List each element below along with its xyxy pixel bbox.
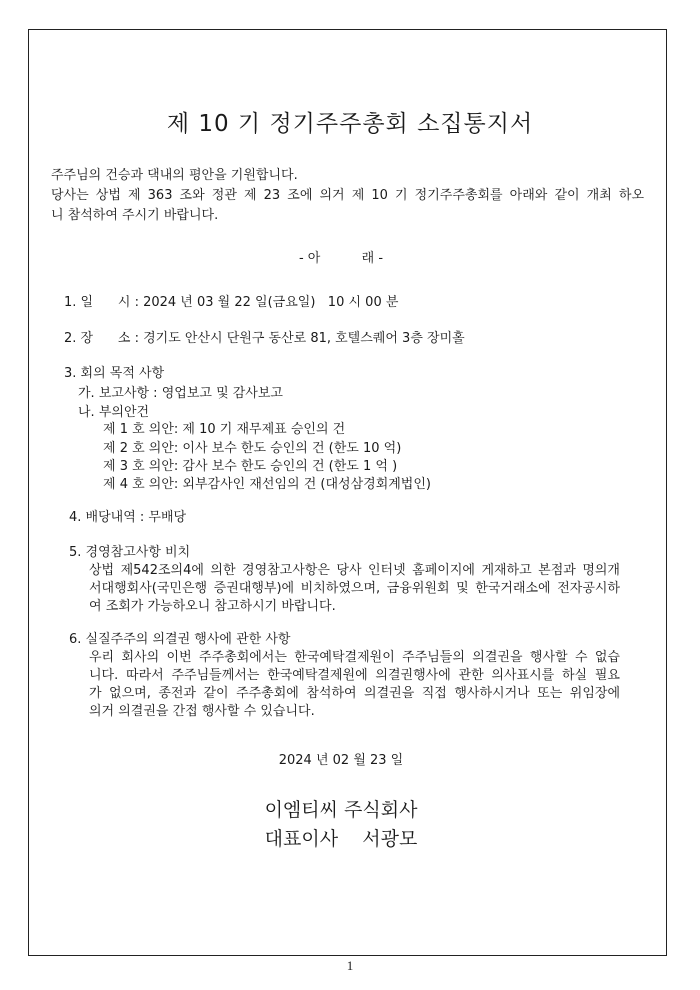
item-3-heading: 3. 회의 목적 사항	[64, 366, 165, 381]
page-number: 1	[346, 958, 354, 973]
greeting-text: 주주님의 건승과 댁내의 평안을 기원합니다.	[51, 168, 298, 183]
item-6-line-3: 가 없으며, 종전과 같이 주주총회에 참석하여 의결권을 직접 행사하시거나 또는 위임장에	[89, 686, 620, 701]
agenda-item-4: 제 4 호 의안: 외부감사인 재선임의 건 (대성삼경회계법인)	[103, 477, 431, 492]
item-2-location: 2. 장 소 : 경기도 안산시 단원구 동산로 81, 호텔스퀘어 3층 장미홀	[64, 331, 465, 346]
item-3-report-items: 가. 보고사항 : 영업보고 및 감사보고	[78, 386, 283, 401]
item-5-line-3: 여 조회가 가능하오니 참고하시기 바랍니다.	[89, 599, 336, 614]
item-6-line-2: 니다. 따라서 주주님들께서는 한국예탁결제원에 의결권행사에 관한 의사표시를 하실 필요	[89, 668, 620, 683]
item-6-line-4: 의거 의결권을 간접 행사할 수 있습니다.	[89, 704, 315, 719]
item-1-datetime: 1. 일 시 : 2024 년 03 월 22 일(금요일) 10 시 00 분	[64, 295, 399, 310]
notice-date: 2024 년 02 월 23 일	[278, 753, 404, 768]
item-5-heading: 5. 경영참고사항 비치	[69, 545, 191, 560]
company-name: 이엠티씨 주식회사	[264, 799, 418, 821]
agenda-item-3: 제 3 호 의안: 감사 보수 한도 승인의 건 (한도 1 억 )	[103, 459, 398, 474]
document-title: 제 10 기 정기주주총회 소집통지서	[166, 111, 534, 137]
item-3-agenda-heading: 나. 부의안건	[78, 405, 150, 420]
item-5-line-1: 상법 제542조의4에 의한 경영참고사항은 당사 인터넷 홈페이지에 게재하고 본점과 명의개	[89, 563, 620, 578]
intro-line-2: 니 참석하여 주시기 바랍니다.	[51, 208, 219, 223]
item-6-heading: 6. 실질주주의 의결권 행사에 관한 사항	[69, 632, 291, 647]
agenda-item-1: 제 1 호 의안: 제 10 기 재무제표 승인의 건	[103, 422, 346, 437]
item-6-line-1: 우리 회사의 이번 주주총회에서는 한국예탁결제원이 주주님들의 의결권을 행사할 수 없습	[89, 650, 620, 665]
representative-name: 대표이사 서광모	[264, 828, 418, 850]
item-5-line-2: 서대행회사(국민은행 증권대행부)에 비치하였으며, 금융위원회 및 한국거래소에 전자공시하	[89, 581, 620, 596]
separator-text: - 아 래 -	[298, 251, 384, 266]
item-4-dividend: 4. 배당내역 : 무배당	[69, 510, 187, 525]
agenda-item-2: 제 2 호 의안: 이사 보수 한도 승인의 건 (한도 10 억)	[103, 441, 402, 456]
intro-line-1: 당사는 상법 제 363 조와 정관 제 23 조에 의거 제 10 기 정기주주총회를 아래와 같이 개최 하오	[51, 188, 644, 203]
